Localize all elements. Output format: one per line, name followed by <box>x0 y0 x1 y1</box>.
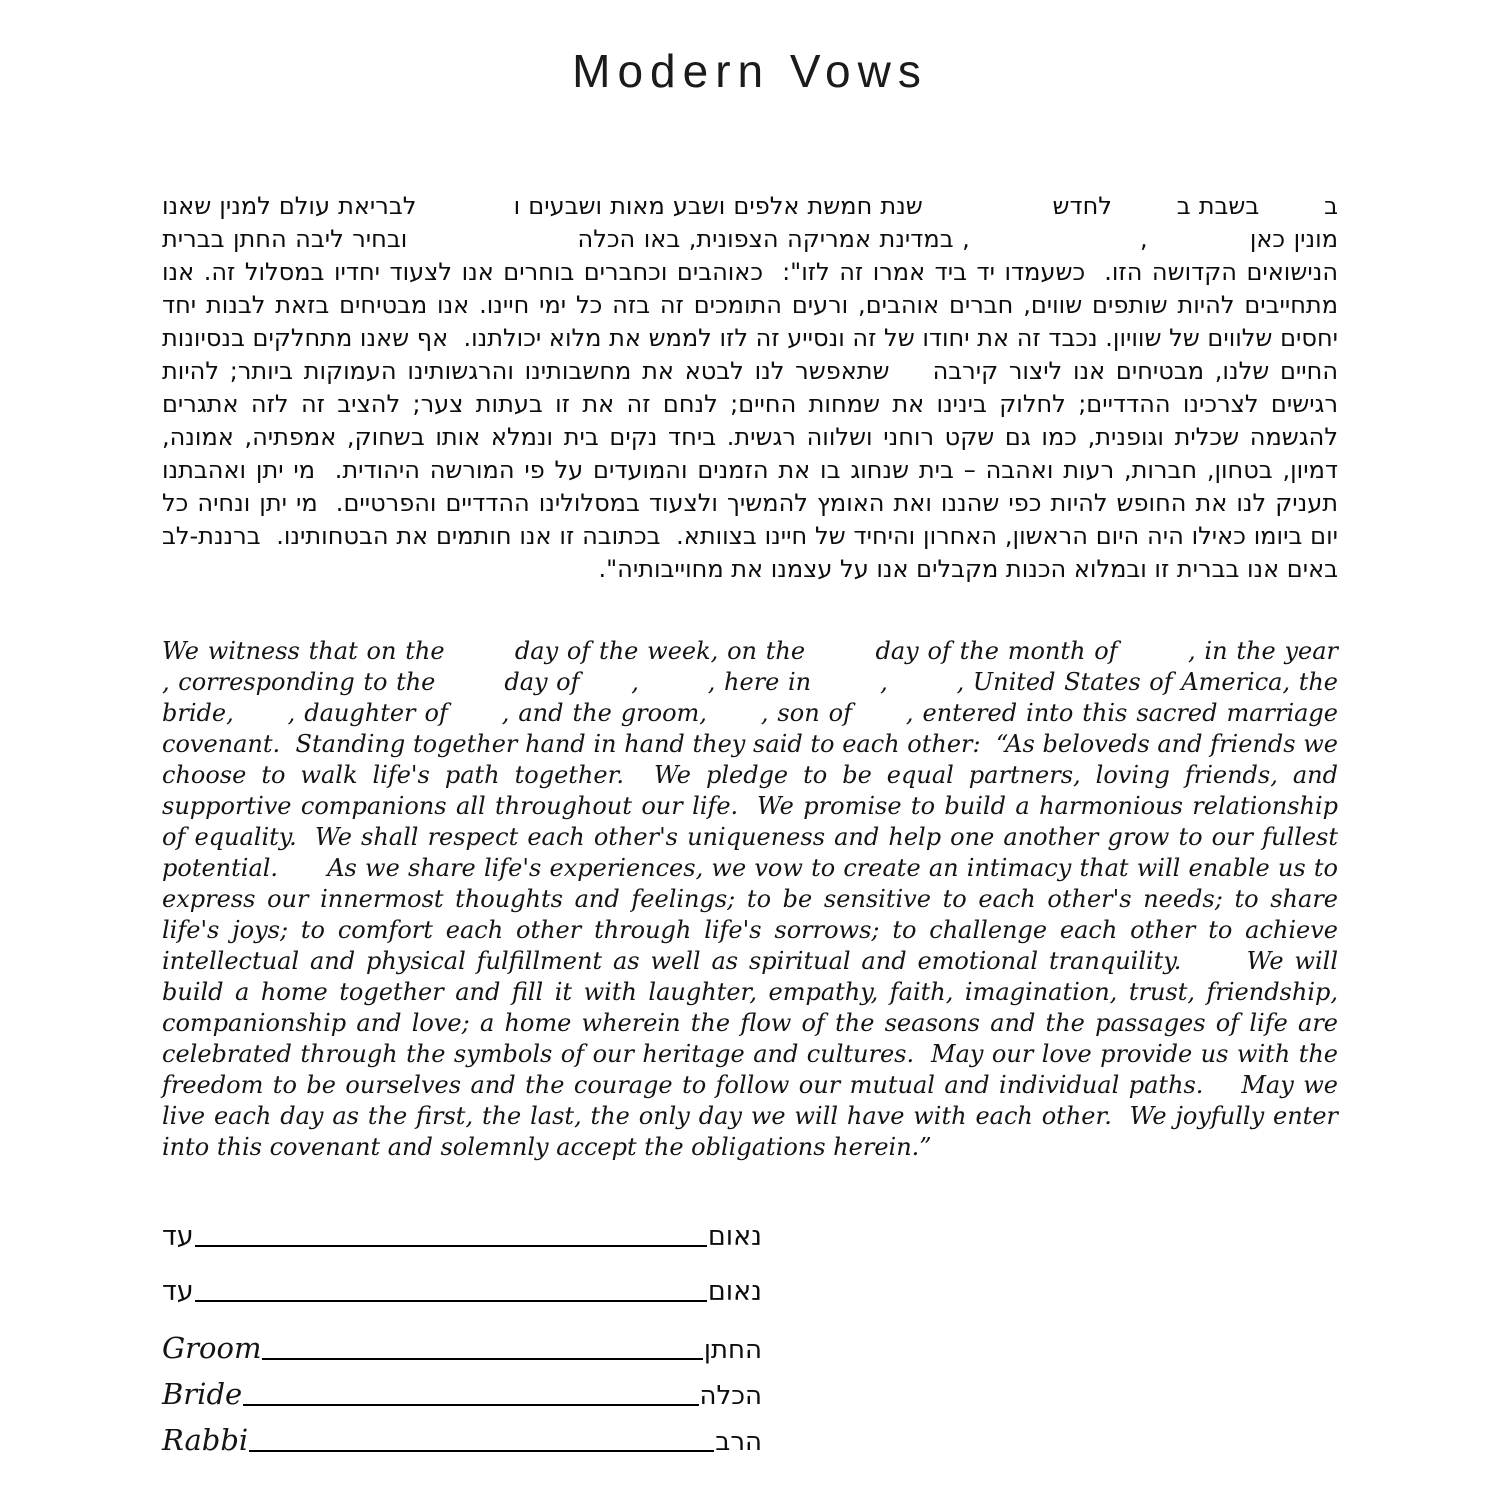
groom-label-hebrew: החתן <box>703 1335 762 1365</box>
bride-signature-row <box>162 1377 762 1411</box>
rabbi-signature-line <box>249 1449 714 1452</box>
witness-signature-row-1 <box>162 1221 762 1252</box>
bride-label-english: Bride <box>162 1377 243 1411</box>
english-covenant-text: We witness that on the day of the week, on the day of the month of , in the year , corresponding to the day of , , here in , , United States of America, the bride, , daughter of , and the groom, , son of , entered into this sacred marriage covenant. Standing together hand in hand they said to each other: “As beloveds and friends we choose to walk life's path together. We pledge to be equal partners, loving friends, and supportive companions all throughout our life. We promise to build a harmonious relationship of equality. We shall respect each other's uniqueness and help one another grow to our fullest potential. As we share life's experiences, we vow to create an intimacy that will enable us to express our innermost thoughts and feelings; to be sensitive to each other's needs; to share life's joys; to comfort each other through life's sorrows; to challenge each other to achieve intellectual and physical fulfillment as well as spiritual and emotional tranquility. We will build a home together and fill it with laughter, empathy, faith, imagination, trust, friendship, companionship and love; a home wherein the flow of the seasons and the passages of life are celebrated through the symbols of our heritage and cultures. May our love provide us with the freedom to be ourselves and the courage to follow our mutual and individual paths. May we live each day as the first, the last, the only day we will have with each other. We joyfully enter into this covenant and solemnly accept the obligations herein.” <box>162 637 1384 1161</box>
bride-label-hebrew: הכלה <box>699 1381 762 1411</box>
witness-signature-line-1 <box>195 1244 707 1247</box>
witness-signature-line-2 <box>195 1299 707 1302</box>
declarer-label: נאום <box>707 1276 762 1307</box>
document-title: Modern Vows <box>572 45 928 97</box>
bride-signature-line <box>243 1403 698 1406</box>
rabbi-label-english: Rabbi <box>162 1423 249 1457</box>
signature-section <box>162 1221 762 1457</box>
witness-label: עד <box>162 1276 194 1307</box>
rabbi-signature-row <box>162 1423 762 1457</box>
groom-label-english: Groom <box>162 1331 262 1365</box>
groom-signature-line <box>262 1357 702 1360</box>
hebrew-covenant-text: ב בשבת ב לחדש שנת חמשת אלפים ושבע מאות ושבעים ו לבריאת עולם למנין שאנו מונין כאן , , במדינת אמריקה הצפונית, באו הכלה ובחיר ליבה החתן בברית הנישואים הקדושה הזו. כשעמדו יד ביד אמרו זה לזו": כאוהבים וכחברים בוחרים אנו לצעוד יחדיו במסלול זה. אנו מתחייבים להיות שותפים שווים, חברים אוהבים, ורעים התומכים זה בזה כל ימי חיינו. אנו מבטיחים בזאת לבנות יחד יחסים שלווים של שוויון. נכבד זה את יחודו של זה ונסייע זה לזו לממש את מלוא יכולתנו. אף שאנו מתחלקים בנסיונות החיים שלנו, מבטיחים אנו ליצור קירבה שתאפשר לנו לבטא את מחשבותינו והרגשותינו העמוקות ביותר; להיות רגישים לצרכינו ההדדיים; לחלוק בינינו את שמחות החיים; לנחם זה את זו בעתות צער; להציב זה לזה אתגרים להגשמה שכלית וגופנית, כמו גם שקט רוחני ושלווה רגשית. ביחד נקים בית ונמלא אותו בשחוק, אמפתיה, אמונה, דמיון, בטחון, חברות, רעות ואהבה – בית שנחוג בו את הזמנים והמועדים על פי המורשה היהודית. מי יתן ואהבתנו תעניק לנו את החופש להיות כפי שהננו ואת האומץ להמשיך ולצעוד במסלולינו ההדדיים והפרטיים. מי יתן ונחיה כל יום ביומו כאילו היה היום הראשון, האחרון והיחיד של חיינו בצוותא. בכתובה זו אנו חותמים את הבטחותינו. ברננת-לב באים אנו בברית זו ובמלוא הכנות מקבלים אנו על עצמנו את מחוייבותיה". <box>154 192 1338 583</box>
rabbi-label-hebrew: הרב <box>715 1427 762 1457</box>
witness-label: עד <box>162 1221 194 1252</box>
groom-signature-row <box>162 1331 762 1365</box>
declarer-label: נאום <box>707 1221 762 1252</box>
witness-signature-row-2 <box>162 1276 762 1307</box>
